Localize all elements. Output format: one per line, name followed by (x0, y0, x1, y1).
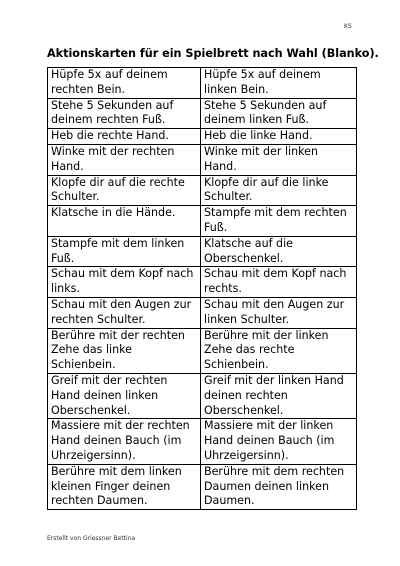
action-cards-table (47, 67, 357, 510)
action-card-right: Berühre mit dem rechten Daumen deinen linken Daumen. (201, 464, 357, 509)
table-row (48, 373, 357, 418)
action-card-right: Berühre mit der linken Zehe das rechte Schienbein. (201, 328, 357, 373)
action-card-right: Klatsche auf die Oberschenkel. (201, 236, 357, 267)
action-card-left: Stampfe mit dem linken Fuß. (48, 236, 201, 267)
table-row (48, 419, 357, 464)
action-card-left: Massiere mit der rechten Hand deinen Bauch (im Uhrzeigersinn). (48, 419, 201, 464)
action-card-right: Schau mit den Augen zur linken Schulter. (201, 297, 357, 328)
action-card-left: Hüpfe 5x auf deinem rechten Bein. (48, 68, 201, 99)
table-row (48, 464, 357, 509)
action-card-left: Winke mit der rechten Hand. (48, 144, 201, 175)
table-row (48, 267, 357, 298)
table-row (48, 297, 357, 328)
table-row (48, 175, 357, 206)
action-card-right: Heb die linke Hand. (201, 129, 357, 145)
action-card-right: Schau mit dem Kopf nach rechts. (201, 267, 357, 298)
action-cards-body (48, 68, 357, 510)
action-card-left: Schau mit dem Kopf nach links. (48, 267, 201, 298)
action-card-right: Stampfe mit dem rechten Fuß. (201, 206, 357, 237)
table-row (48, 129, 357, 145)
action-card-right: Winke mit der linken Hand. (201, 144, 357, 175)
action-card-right: Klopfe dir auf die linke Schulter. (201, 175, 357, 206)
action-card-left: Greif mit der rechten Hand deinen linken Oberschenkel. (48, 373, 201, 418)
action-card-left: Heb die rechte Hand. (48, 129, 201, 145)
footer-credit: Erstellt von Griessner Bettina (47, 535, 136, 542)
action-card-right: Hüpfe 5x auf deinem linken Bein. (201, 68, 357, 99)
action-card-left: Klatsche in die Hände. (48, 206, 201, 237)
table-row (48, 144, 357, 175)
page-title: Aktionskarten für ein Spielbrett nach Wahl (Blanko). (47, 47, 379, 60)
action-card-left: Berühre mit dem linken kleinen Finger deinen rechten Daumen. (48, 464, 201, 509)
action-card-left: Schau mit den Augen zur rechten Schulter. (48, 297, 201, 328)
action-card-right: Greif mit der linken Hand deinen rechten Oberschenkel. (201, 373, 357, 418)
action-card-left: Stehe 5 Sekunden auf deinem rechten Fuß. (48, 98, 201, 129)
action-card-left: Klopfe dir auf die rechte Schulter. (48, 175, 201, 206)
action-card-left: Berühre mit der rechten Zehe das linke Schienbein. (48, 328, 201, 373)
action-card-right: Stehe 5 Sekunden auf deinem linken Fuß. (201, 98, 357, 129)
page-label: KS (344, 23, 352, 30)
table-row (48, 68, 357, 99)
table-row (48, 328, 357, 373)
action-card-right: Massiere mit der linken Hand deinen Bauch (im Uhrzeigersinn). (201, 419, 357, 464)
table-row (48, 206, 357, 237)
table-row (48, 236, 357, 267)
table-row (48, 98, 357, 129)
